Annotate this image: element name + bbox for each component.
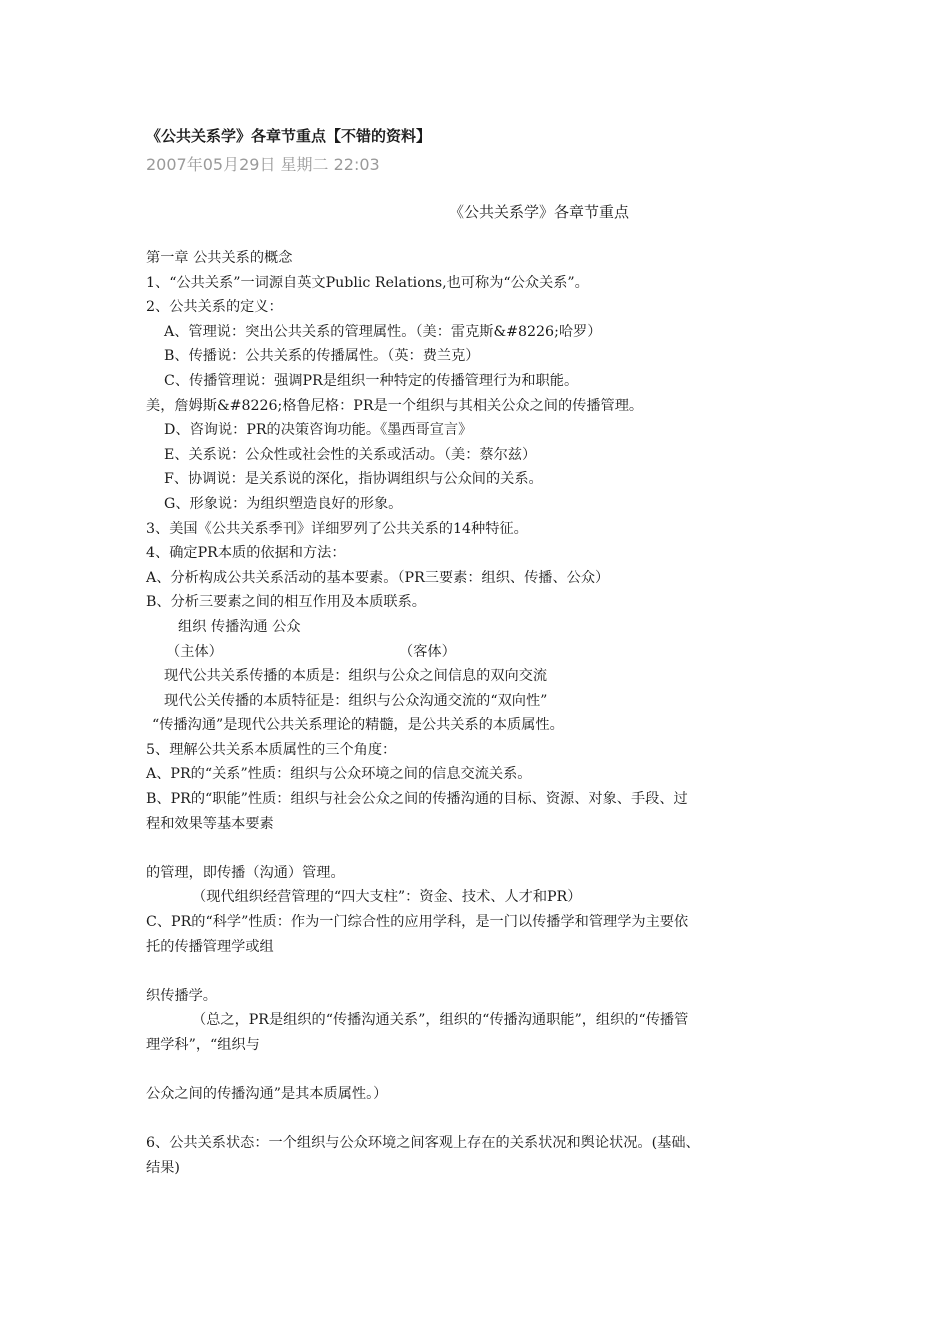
blank-line bbox=[146, 836, 806, 861]
document-title: 《公共关系学》各章节重点【不错的资料】 bbox=[146, 127, 432, 145]
text-line: 织传播学。 bbox=[146, 987, 217, 1004]
text-line: （总之，PR是组织的“传播沟通关系”，组织的“传播沟通职能”，组织的“传播管 bbox=[192, 1012, 689, 1029]
text-line: （现代组织经营管理的“四大支柱”：资金、技术、人才和PR） bbox=[192, 889, 582, 906]
text-line: B、分析三要素之间的相互作用及本质联系。 bbox=[146, 594, 426, 611]
text-line bbox=[146, 640, 806, 665]
section-title: 《公共关系学》各章节重点 bbox=[448, 203, 629, 221]
blank-line bbox=[146, 1058, 806, 1083]
text-line: 3、美国《公共关系季刊》详细罗列了公共关系的14种特征。 bbox=[146, 520, 528, 537]
text-line: 2、公共关系的定义： bbox=[146, 299, 283, 316]
text-line: G、形象说：为组织塑造良好的形象。 bbox=[164, 495, 403, 512]
blank-line bbox=[146, 959, 806, 984]
text-line: 现代公关传播的本质特征是：组织与公众沟通交流的“双向性” bbox=[164, 692, 548, 709]
text-line: 理学科”，“组织与 bbox=[146, 1037, 260, 1053]
text-line: C、PR的“科学”性质：作为一门综合性的应用学科，是一门以传播学和管理学为主要依 bbox=[146, 914, 689, 931]
text-line: C、传播管理说：强调PR是组织一种特定的传播管理行为和职能。 bbox=[164, 372, 579, 389]
text-line: 第一章 公共关系的概念 bbox=[146, 250, 293, 266]
text-line: 现代公共关系传播的本质是：组织与公众之间信息的双向交流 bbox=[164, 668, 548, 685]
text-line: A、管理说：突出公共关系的管理属性。（美：雷克斯&#8226;哈罗） bbox=[164, 323, 602, 340]
text-line: 组织 传播沟通 公众 bbox=[178, 618, 301, 635]
text-line: B、传播说：公共关系的传播属性。（英：费兰克） bbox=[164, 348, 480, 365]
blank-line bbox=[146, 1107, 806, 1132]
subject-label: （主体） bbox=[166, 643, 223, 660]
post-date: 2007年05月29日 星期二 22:03 bbox=[146, 155, 380, 174]
text-line: 5、理解公共关系本质属性的三个角度： bbox=[146, 741, 397, 758]
text-line: F、协调说：是关系说的深化，指协调组织与公众间的关系。 bbox=[164, 471, 543, 488]
text-line: 托的传播管理学或组 bbox=[146, 938, 274, 955]
text-line: 的管理，即传播（沟通）管理。 bbox=[146, 864, 345, 881]
text-line: D、咨询说：PR的决策咨询功能。《墨西哥宣言》 bbox=[164, 422, 473, 439]
object-label: （客体） bbox=[399, 643, 456, 660]
text-line: A、PR的“关系”性质：组织与公众环境之间的信息交流关系。 bbox=[146, 766, 532, 783]
text-line: 1、“公共关系”一词源自英文Public Relations,也可称为“公众关系”。 bbox=[146, 274, 589, 291]
text-line: 公众之间的传播沟通”是其本质属性。） bbox=[146, 1086, 388, 1103]
text-line: 6、公共关系状态：一个组织与公众环境之间客观上存在的关系状况和舆论状况。(基础、 bbox=[146, 1135, 700, 1152]
text-line: “传播沟通”是现代公共关系理论的精髓，是公共关系的本质属性。 bbox=[152, 717, 564, 734]
text-line: A、分析构成公共关系活动的基本要素。（PR三要素：组织、传播、公众） bbox=[146, 569, 610, 586]
text-line: 程和效果等基本要素 bbox=[146, 815, 274, 832]
text-line: B、PR的“职能”性质：组织与社会公众之间的传播沟通的目标、资源、对象、手段、过 bbox=[146, 791, 688, 808]
text-line: 结果) bbox=[146, 1159, 180, 1176]
document-body bbox=[146, 246, 806, 1181]
text-line: 美，詹姆斯&#8226;格鲁尼格：PR是一个组织与其相关公众之间的传播管理。 bbox=[146, 397, 644, 414]
text-line: E、关系说：公众性或社会性的关系或活动。（美：蔡尔兹） bbox=[164, 446, 537, 463]
text-line: 4、确定PR本质的依据和方法： bbox=[146, 545, 346, 562]
